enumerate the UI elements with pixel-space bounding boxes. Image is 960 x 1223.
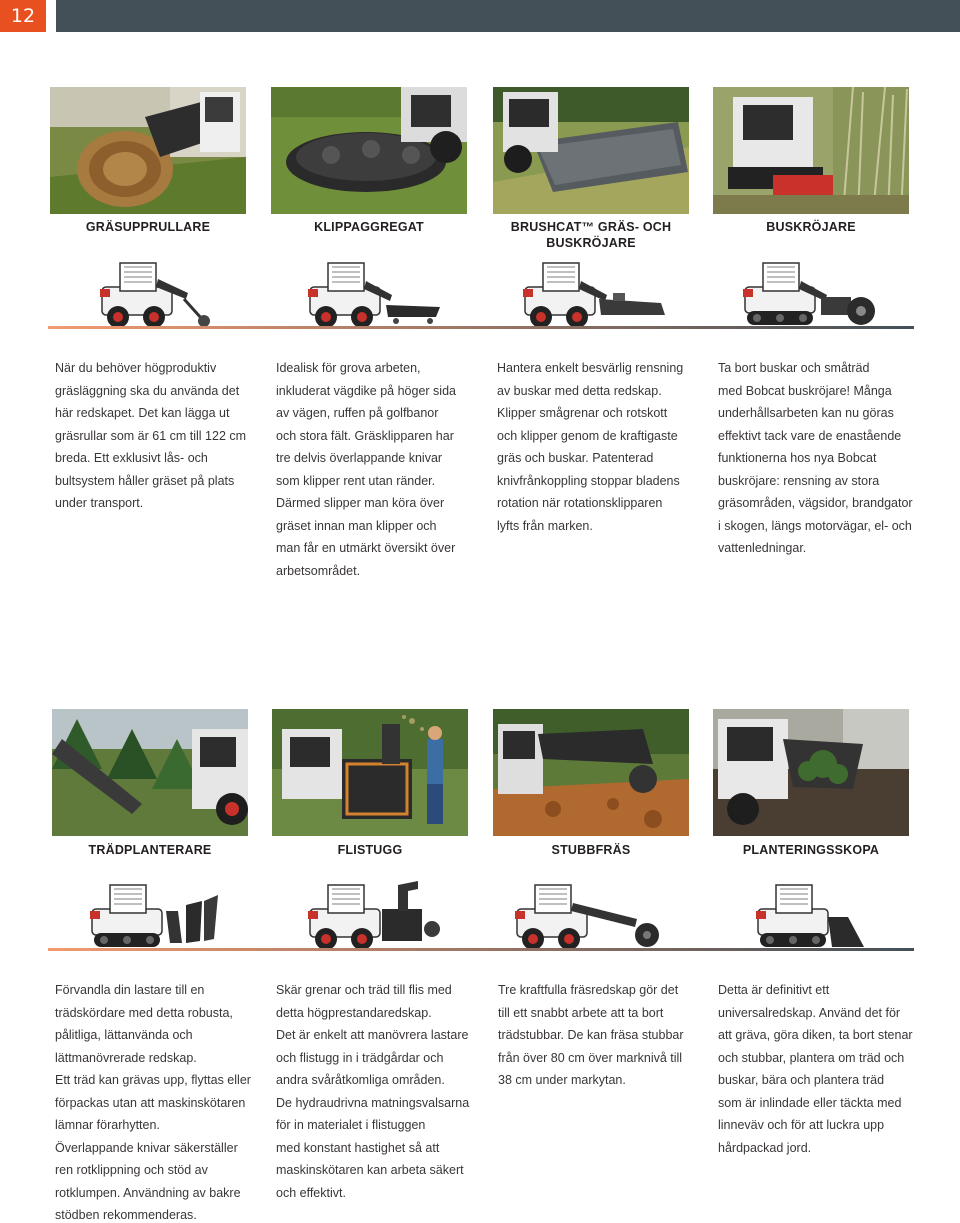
photo-tree-spade (52, 709, 248, 836)
attachment-title: BUSKRÖJARE (766, 220, 856, 234)
landscape-bucket-attachment-icon (748, 881, 948, 953)
photo-wood-chipper (272, 709, 468, 836)
attachment-title: STUBBFRÄS (551, 843, 631, 857)
attachment-description: Tre kraftfulla fräsredskap gör det till ett snabbt arbete att ta bort trädstubbar. De kan fräsa stubbar från över 80 cm över marknivå till 38 cm under markytan. (498, 983, 684, 1087)
photo-brushcat (493, 87, 689, 214)
stump-grinder-attachment-icon (507, 881, 707, 953)
photo-sod-roller (50, 87, 246, 214)
attachment-description: Förvandla din lastare till en trädskördare med detta robusta, pålitliga, lättanvända och lättmanövrerade redskap. Ett träd kan grävas upp, flyttas eller förpackas utan att maskinskötaren lämnar förarhytten. Överlappande knivar säkerställer ren rotklippning och stöd av rotklumpen. Användning av bakre stödben rekommenderas. (55, 983, 251, 1222)
photo-brush-saw (713, 87, 909, 214)
attachment-title: BRUSHCAT™ GRÄS- OCH BUSKRÖJARE (510, 220, 672, 250)
section-divider (48, 948, 914, 953)
brush-saw-attachment-icon (735, 259, 935, 331)
attachment-description: När du behöver högproduktiv gräsläggning ska du använda det här redskapet. Det kan lägga ut gräsrullar som är 61 cm till 122 cm breda. Ett exklusivt lås- och bultsystem håller gräset på plats under transport. (55, 361, 247, 510)
finish-mower-attachment-icon (300, 259, 500, 331)
page-number-divider (46, 0, 56, 32)
attachment-title: PLANTERINGSSKOPA (742, 843, 880, 857)
photo-finish-mower (271, 87, 467, 214)
attachment-description: Detta är definitivt ett universalredskap. Använd det för att gräva, göra diken, ta bort stenar och stubbar, plantera om träd och buskar, bära och plantera träd som är inlindade eller täckta med linneväv och för att luckra upp hårdpackad jord. (718, 983, 913, 1155)
tree-spade-attachment-icon (82, 881, 282, 953)
attachment-title: FLISTUGG (337, 843, 403, 857)
attachment-description: Hantera enkelt besvärlig rensning av buskar med detta redskap. Klipper smågrenar och rotskott och klipper genom de kraftigaste gräs och buskar. Patenterad knivfrånkoppling stoppar bladens rotation när rotationsklipparen lyfts från marken. (497, 361, 684, 533)
photo-landscape-bucket (713, 709, 909, 836)
photo-stump-grinder (493, 709, 689, 836)
sod-roller-attachment-icon (92, 259, 292, 331)
attachment-description: Idealisk för grova arbeten, inkluderat vägdike på höger sida av vägen, ruffen på golfbanor och stora fält. Gräsklipparen har tre delvis överlappande knivar som klipper rent utan ränder. Därmed slipper man köra över gräset innan man klipper och man får en utmärkt översikt över arbetsområdet. (276, 361, 456, 578)
section-divider (48, 326, 914, 331)
page-number: 12 (0, 0, 46, 32)
page-header-bar (0, 0, 960, 32)
attachment-description: Skär grenar och träd till flis med detta högprestandaredskap. Det är enkelt att manövrera lastare och flistugg in i trädgårdar och andra svåråtkomliga områden. De hydraudrivna matningsvalsarna för in materialet i flistuggen med konstant hastighet så att maskinskötaren kan arbeta säkert och effektivt. (276, 983, 470, 1200)
wood-chipper-attachment-icon (300, 881, 500, 953)
attachment-title: TRÄDPLANTERARE (88, 843, 212, 857)
attachment-title: KLIPPAGGREGAT (314, 220, 424, 234)
brushcat-rotary-cutter-attachment-icon (515, 259, 715, 331)
attachment-title: GRÄSUPPRULLARE (85, 220, 211, 234)
attachment-description: Ta bort buskar och småträd med Bobcat buskröjare! Många underhållsarbeten kan nu göras effektivt tack vare de enastående funktionerna hos nya Bobcat buskröjare: rensning av stora gräsområden, vägsidor, brandgator i skogen, längs motorvägar, el- och vattenledningar. (718, 361, 913, 555)
